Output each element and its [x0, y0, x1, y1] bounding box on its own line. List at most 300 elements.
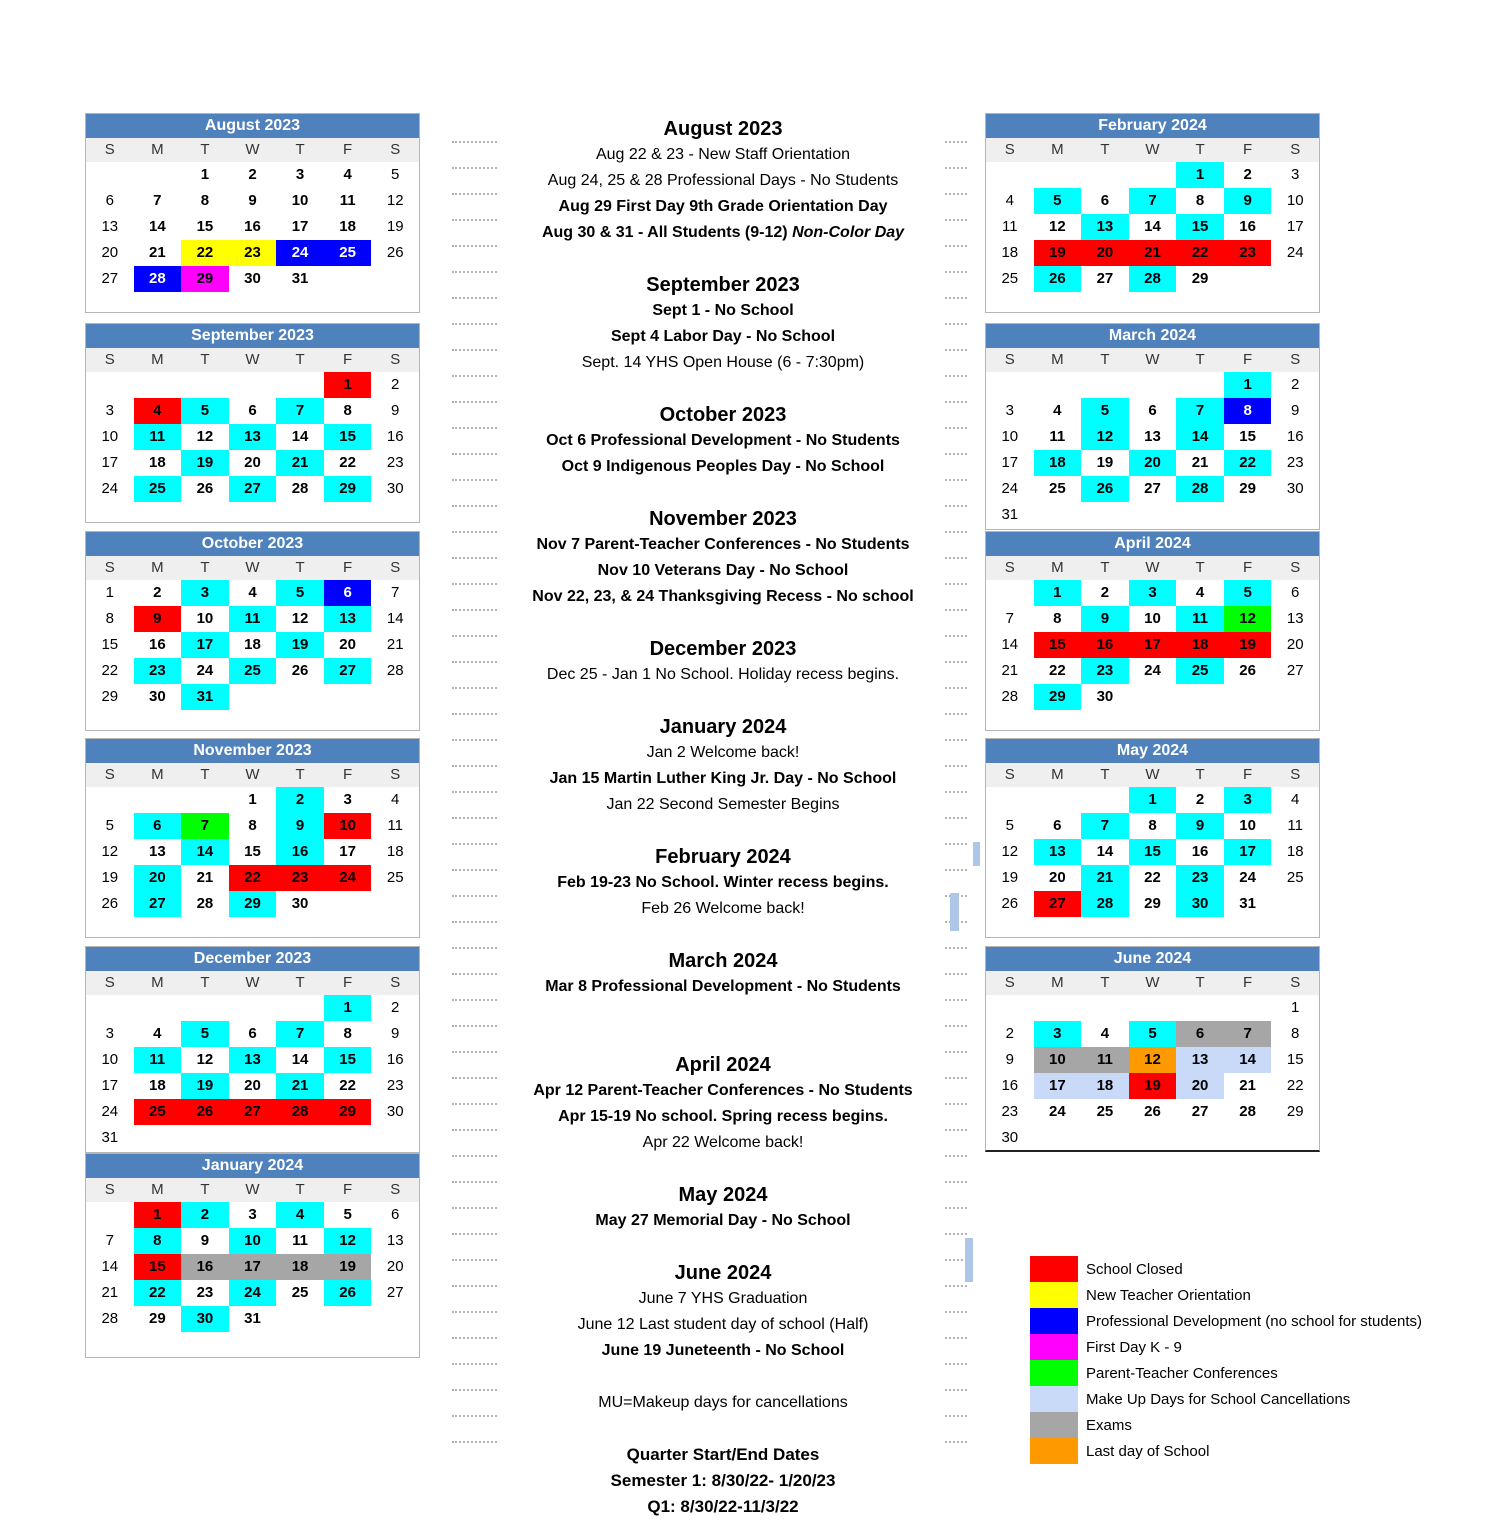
weekday-header: F — [1243, 974, 1253, 991]
week-row — [986, 658, 1319, 684]
day-cell — [276, 684, 324, 710]
day-cell: 25 — [1049, 480, 1066, 497]
day-cell: 24 — [101, 1103, 119, 1120]
dotted-gridline — [945, 505, 967, 507]
day-cell: 22 — [1049, 662, 1066, 679]
legend-item-parent-teacher-conferences — [1030, 1360, 1422, 1386]
week-row — [86, 214, 419, 240]
weekday-header: F — [1243, 559, 1253, 576]
day-cell: 24 — [324, 865, 372, 891]
day-cell: 16 — [149, 636, 166, 653]
dotted-gridline — [945, 1077, 967, 1079]
week-row — [86, 1047, 419, 1073]
day-cell: 17 — [101, 1077, 119, 1094]
event-line: Jan 15 Martin Luther King Jr. Day - No School — [549, 770, 897, 787]
day-cell: 10 — [1034, 1047, 1082, 1073]
event-line: Mar 8 Professional Development - No Students — [545, 978, 901, 995]
month-calendar-april-2024 — [985, 531, 1320, 731]
dotted-gridline — [452, 453, 497, 455]
legend-color-swatch — [1030, 1386, 1078, 1412]
day-cell — [181, 995, 229, 1021]
legend-label: First Day K - 9 — [1086, 1338, 1182, 1356]
day-cell: 16 — [276, 839, 324, 865]
day-cell: 2 — [153, 584, 162, 601]
day-cell: 28 — [1239, 1103, 1256, 1120]
dotted-gridline — [945, 219, 967, 221]
dotted-gridline — [945, 1259, 967, 1261]
event-line: Sept 4 Labor Day - No School — [610, 328, 836, 345]
dotted-gridline — [945, 1129, 967, 1131]
day-cell — [1081, 1125, 1129, 1151]
day-cell — [134, 995, 182, 1021]
event-line: Feb 19-23 No School. Winter recess begins. — [557, 874, 889, 891]
day-cell: 9 — [1176, 813, 1224, 839]
day-cell: 4 — [276, 1202, 324, 1228]
weekday-header: F — [343, 766, 353, 783]
day-cell: 11 — [1081, 1047, 1129, 1073]
month-title: November 2023 — [86, 739, 419, 763]
day-cell — [1176, 684, 1224, 710]
spacer-row — [455, 610, 991, 636]
day-cell: 25 — [1286, 869, 1304, 886]
day-cell: 30 — [1286, 480, 1304, 497]
event-line: Apr 15-19 No school. Spring recess begins. — [558, 1108, 888, 1125]
month-events-heading: December 2023 — [649, 638, 797, 660]
day-cell: 3 — [105, 402, 114, 419]
weekday-header-row — [86, 763, 419, 787]
day-cell: 4 — [1053, 402, 1062, 419]
week-row — [986, 891, 1319, 917]
day-cell — [986, 162, 1034, 188]
spacer-row — [455, 1364, 991, 1390]
day-cell: 14 — [291, 428, 309, 445]
spacer-row — [455, 1000, 991, 1026]
day-cell: 11 — [292, 1232, 308, 1249]
weekday-header-row — [986, 348, 1319, 372]
day-cell: 6 — [391, 1206, 400, 1223]
day-cell: 25 — [134, 476, 182, 502]
weekday-header: T — [295, 1181, 305, 1198]
day-cell: 24 — [276, 240, 324, 266]
legend-label: Exams — [1086, 1416, 1132, 1434]
dotted-gridline — [945, 531, 967, 533]
week-row — [86, 1254, 419, 1280]
weekday-header: S — [390, 559, 401, 576]
event-line: Semester 1: 8/30/22- 1/20/23 — [610, 1471, 836, 1490]
month-title: February 2024 — [986, 114, 1319, 138]
weekday-header: T — [295, 766, 305, 783]
day-cell — [371, 266, 419, 292]
weekday-header: F — [343, 559, 353, 576]
week-row — [986, 502, 1319, 528]
weekday-header: M — [1051, 141, 1064, 158]
day-cell: 6 — [324, 580, 372, 606]
weekday-header-row — [86, 348, 419, 372]
day-cell: 16 — [1286, 428, 1304, 445]
day-cell: 18 — [149, 1077, 166, 1094]
day-cell: 14 — [1001, 636, 1019, 653]
spacer-row — [455, 1416, 991, 1442]
day-cell: 9 — [134, 606, 182, 632]
day-cell: 19 — [181, 1073, 229, 1099]
weekday-header: W — [245, 1181, 260, 1198]
weekday-header: M — [1051, 766, 1064, 783]
day-cell: 17 — [229, 1254, 277, 1280]
month-calendar-june-2024 — [985, 946, 1320, 1152]
day-cell: 23 — [1176, 865, 1224, 891]
month-calendar-february-2024 — [985, 113, 1320, 313]
dotted-gridline — [945, 609, 967, 611]
month-events-heading: April 2024 — [675, 1054, 771, 1076]
day-cell: 29 — [1239, 480, 1256, 497]
dotted-gridline — [452, 245, 497, 247]
day-cell: 4 — [248, 584, 257, 601]
dotted-gridline — [452, 765, 497, 767]
day-cell: 2 — [391, 999, 400, 1016]
day-cell: 14 — [1224, 1047, 1272, 1073]
weekday-header: S — [390, 974, 401, 991]
weekday-header: T — [200, 141, 210, 158]
event-line: Oct 6 Professional Development - No Students — [546, 432, 900, 449]
day-cell: 13 — [1144, 428, 1161, 445]
dotted-gridline — [452, 401, 497, 403]
day-cell: 22 — [1286, 1077, 1304, 1094]
day-cell: 26 — [386, 244, 404, 261]
day-cell — [1081, 787, 1129, 813]
day-cell: 7 — [276, 1021, 324, 1047]
spacer-row — [455, 1026, 991, 1052]
day-cell: 27 — [229, 476, 277, 502]
dotted-gridline — [452, 1051, 497, 1053]
day-cell: 27 — [229, 1099, 277, 1125]
day-cell — [229, 684, 277, 710]
dotted-gridline — [452, 479, 497, 481]
day-cell: 25 — [1176, 658, 1224, 684]
events-notes-column — [455, 116, 991, 1520]
day-cell: 17 — [1129, 632, 1177, 658]
day-cell: 26 — [324, 1280, 372, 1306]
spacer-row — [455, 688, 991, 714]
day-cell: 24 — [1001, 480, 1019, 497]
day-cell: 27 — [324, 658, 372, 684]
day-cell: 16 — [244, 218, 261, 235]
day-cell: 23 — [1286, 454, 1304, 471]
day-cell — [1224, 995, 1272, 1021]
day-cell — [86, 372, 134, 398]
week-row — [986, 684, 1319, 710]
dotted-gridline — [945, 1233, 967, 1235]
day-cell: 8 — [200, 192, 210, 209]
week-row — [986, 606, 1319, 632]
day-cell — [276, 372, 324, 398]
day-cell — [229, 1125, 277, 1151]
day-cell: 30 — [386, 1103, 404, 1120]
day-cell: 6 — [248, 1025, 257, 1042]
day-cell: 30 — [244, 270, 261, 287]
day-cell: 12 — [101, 843, 119, 860]
day-cell — [1081, 502, 1129, 528]
dotted-gridline — [452, 505, 497, 507]
day-cell — [1129, 162, 1177, 188]
day-cell: 11 — [339, 192, 356, 209]
event-line: Apr 22 Welcome back! — [642, 1134, 804, 1151]
day-cell: 22 — [1144, 869, 1161, 886]
day-cell: 5 — [1129, 1021, 1177, 1047]
dotted-gridline — [945, 401, 967, 403]
day-cell: 8 — [1224, 398, 1272, 424]
day-cell: 19 — [181, 450, 229, 476]
day-cell: 8 — [1148, 817, 1157, 834]
day-cell: 29 — [324, 476, 372, 502]
month-title: May 2024 — [986, 739, 1319, 763]
day-cell: 27 — [101, 270, 119, 287]
week-row — [86, 658, 419, 684]
day-cell: 27 — [1096, 270, 1114, 287]
weekday-header: S — [104, 1181, 115, 1198]
weekday-header: M — [151, 141, 164, 158]
day-cell: 30 — [291, 895, 309, 912]
event-line: May 27 Memorial Day - No School — [595, 1212, 851, 1229]
dotted-gridline — [945, 557, 967, 559]
dotted-gridline — [945, 583, 967, 585]
weekday-header: T — [1100, 559, 1110, 576]
day-cell: 25 — [1001, 270, 1019, 287]
dotted-gridline — [945, 817, 967, 819]
dotted-gridline — [945, 323, 967, 325]
day-cell: 19 — [276, 632, 324, 658]
day-cell: 6 — [1100, 192, 1110, 209]
day-cell: 26 — [196, 480, 214, 497]
weekday-header: M — [1051, 559, 1064, 576]
day-cell — [1034, 995, 1082, 1021]
day-cell: 7 — [153, 192, 162, 209]
dotted-gridline — [945, 297, 967, 299]
day-cell — [1176, 995, 1224, 1021]
day-cell: 21 — [101, 1284, 119, 1301]
day-cell: 17 — [291, 218, 309, 235]
weekday-header: S — [104, 141, 115, 158]
dotted-gridline — [945, 1207, 967, 1209]
dotted-gridline — [945, 713, 967, 715]
week-row — [986, 580, 1319, 606]
day-cell: 29 — [1191, 270, 1209, 287]
weekday-header-row — [86, 1178, 419, 1202]
legend-label: New Teacher Orientation — [1086, 1286, 1251, 1304]
event-line: Nov 7 Parent-Teacher Conferences - No Students — [536, 536, 910, 553]
month-calendar-march-2024 — [985, 323, 1320, 530]
dotted-gridline — [452, 141, 497, 143]
day-cell: 15 — [324, 424, 372, 450]
dotted-gridline — [945, 973, 967, 975]
legend-item-exams — [1030, 1412, 1422, 1438]
legend-label: Parent-Teacher Conferences — [1086, 1364, 1278, 1382]
day-cell: 10 — [1239, 817, 1256, 834]
week-row — [986, 995, 1319, 1021]
week-row — [986, 424, 1319, 450]
dotted-gridline — [945, 687, 967, 689]
day-cell: 21 — [276, 1073, 324, 1099]
weekday-header: T — [1100, 141, 1110, 158]
event-line: Aug 29 First Day 9th Grade Orientation Day — [558, 198, 888, 215]
day-cell: 7 — [105, 1232, 114, 1249]
week-row — [86, 787, 419, 813]
dotted-gridline — [945, 1337, 967, 1339]
weekday-header: M — [151, 974, 164, 991]
spacer-row — [455, 376, 991, 402]
day-cell: 20 — [101, 244, 119, 261]
day-cell: 27 — [386, 1284, 404, 1301]
dotted-gridline — [452, 557, 497, 559]
day-cell: 22 — [339, 454, 356, 471]
weekday-header: W — [245, 351, 260, 368]
day-cell — [371, 891, 419, 917]
day-cell: 23 — [134, 658, 182, 684]
day-cell: 24 — [1049, 1103, 1066, 1120]
day-cell: 10 — [101, 1051, 119, 1068]
day-cell: 25 — [1096, 1103, 1114, 1120]
weekday-header: F — [1243, 141, 1253, 158]
day-cell: 29 — [1144, 895, 1161, 912]
weekday-header-row — [86, 971, 419, 995]
day-cell: 16 — [1081, 632, 1129, 658]
weekday-header: S — [104, 766, 115, 783]
dotted-gridline — [452, 583, 497, 585]
weekday-header: S — [390, 141, 401, 158]
day-cell: 18 — [1081, 1073, 1129, 1099]
day-cell: 29 — [181, 266, 229, 292]
day-cell: 28 — [1081, 891, 1129, 917]
day-cell: 19 — [1224, 632, 1272, 658]
week-row — [986, 839, 1319, 865]
color-legend — [1030, 1256, 1422, 1464]
day-cell: 3 — [105, 1025, 114, 1042]
day-cell — [1224, 1125, 1272, 1151]
day-cell: 18 — [244, 636, 261, 653]
day-cell — [986, 787, 1034, 813]
day-cell: 4 — [134, 398, 182, 424]
day-cell: 15 — [244, 843, 261, 860]
weekday-header: M — [1051, 351, 1064, 368]
day-cell: 6 — [248, 402, 257, 419]
week-row — [986, 398, 1319, 424]
day-cell: 10 — [196, 610, 214, 627]
dotted-gridline — [452, 739, 497, 741]
dotted-gridline — [945, 947, 967, 949]
event-line: Jan 22 Second Semester Begins — [606, 796, 840, 813]
day-cell — [1081, 995, 1129, 1021]
dotted-gridline — [452, 1233, 497, 1235]
day-cell: 20 — [1129, 450, 1177, 476]
day-cell: 11 — [387, 817, 403, 834]
event-line: Feb 26 Welcome back! — [641, 900, 805, 917]
week-row — [986, 1073, 1319, 1099]
dotted-gridline — [945, 1363, 967, 1365]
day-cell: 9 — [248, 192, 257, 209]
weekday-header: T — [200, 974, 210, 991]
day-cell: 18 — [1176, 632, 1224, 658]
day-cell: 12 — [1001, 843, 1019, 860]
day-cell: 11 — [134, 424, 182, 450]
dotted-gridline — [452, 1103, 497, 1105]
day-cell: 17 — [1286, 218, 1304, 235]
weekday-header: W — [1145, 351, 1160, 368]
day-cell — [86, 995, 134, 1021]
weekday-header: T — [295, 141, 305, 158]
day-cell: 18 — [386, 843, 404, 860]
day-cell: 9 — [1005, 1051, 1014, 1068]
week-row — [86, 684, 419, 710]
dotted-gridline — [945, 1415, 967, 1417]
day-cell — [1129, 502, 1177, 528]
day-cell: 5 — [1224, 580, 1272, 606]
day-cell: 25 — [386, 869, 404, 886]
spacer-row — [455, 246, 991, 272]
day-cell: 3 — [295, 166, 305, 183]
day-cell: 28 — [276, 1099, 324, 1125]
day-cell — [1034, 372, 1082, 398]
month-title: March 2024 — [986, 324, 1319, 348]
day-cell: 1 — [200, 166, 210, 183]
event-line: Q1: 8/30/22-11/3/22 — [647, 1497, 799, 1516]
weekday-header: M — [151, 1181, 164, 1198]
day-cell: 5 — [276, 580, 324, 606]
day-cell: 26 — [1239, 662, 1256, 679]
day-cell: 20 — [244, 1077, 261, 1094]
day-cell: 23 — [1224, 240, 1272, 266]
weekday-header: S — [1290, 141, 1301, 158]
dotted-gridline — [945, 141, 967, 143]
dotted-gridline — [945, 1103, 967, 1105]
month-calendar-september-2023 — [85, 323, 420, 523]
day-cell: 3 — [343, 791, 352, 808]
day-cell: 24 — [101, 480, 119, 497]
day-cell: 21 — [1001, 662, 1019, 679]
day-cell: 25 — [134, 1099, 182, 1125]
weekday-header-row — [986, 971, 1319, 995]
dotted-gridline — [945, 791, 967, 793]
day-cell: 17 — [1001, 454, 1019, 471]
event-line: Aug 30 & 31 - All Students (9-12) Non-Color Day — [541, 224, 905, 241]
weekday-header: S — [1290, 974, 1301, 991]
month-events-heading: June 2024 — [674, 1262, 772, 1284]
day-cell: 5 — [105, 817, 114, 834]
day-cell — [276, 995, 324, 1021]
spacer-row — [455, 1234, 991, 1260]
day-cell — [1034, 502, 1082, 528]
day-cell: 23 — [386, 454, 404, 471]
dotted-gridline — [452, 609, 497, 611]
dotted-gridline — [945, 1441, 967, 1443]
month-events-heading: February 2024 — [655, 846, 791, 868]
day-cell: 10 — [1001, 428, 1019, 445]
weekday-header: M — [151, 559, 164, 576]
weekday-header: T — [295, 351, 305, 368]
day-cell — [1034, 1125, 1082, 1151]
weekday-header: T — [200, 559, 210, 576]
weekday-header: T — [200, 351, 210, 368]
dotted-gridline — [945, 167, 967, 169]
day-cell: 14 — [1176, 424, 1224, 450]
dotted-gridline — [945, 1311, 967, 1313]
day-cell: 13 — [101, 218, 119, 235]
month-calendar-october-2023 — [85, 531, 420, 731]
day-cell: 21 — [149, 244, 166, 261]
dotted-gridline — [945, 271, 967, 273]
week-row — [986, 1125, 1319, 1151]
legend-item-make-up-days-for-school-cancellations — [1030, 1386, 1422, 1412]
day-cell: 11 — [229, 606, 277, 632]
week-row — [986, 787, 1319, 813]
